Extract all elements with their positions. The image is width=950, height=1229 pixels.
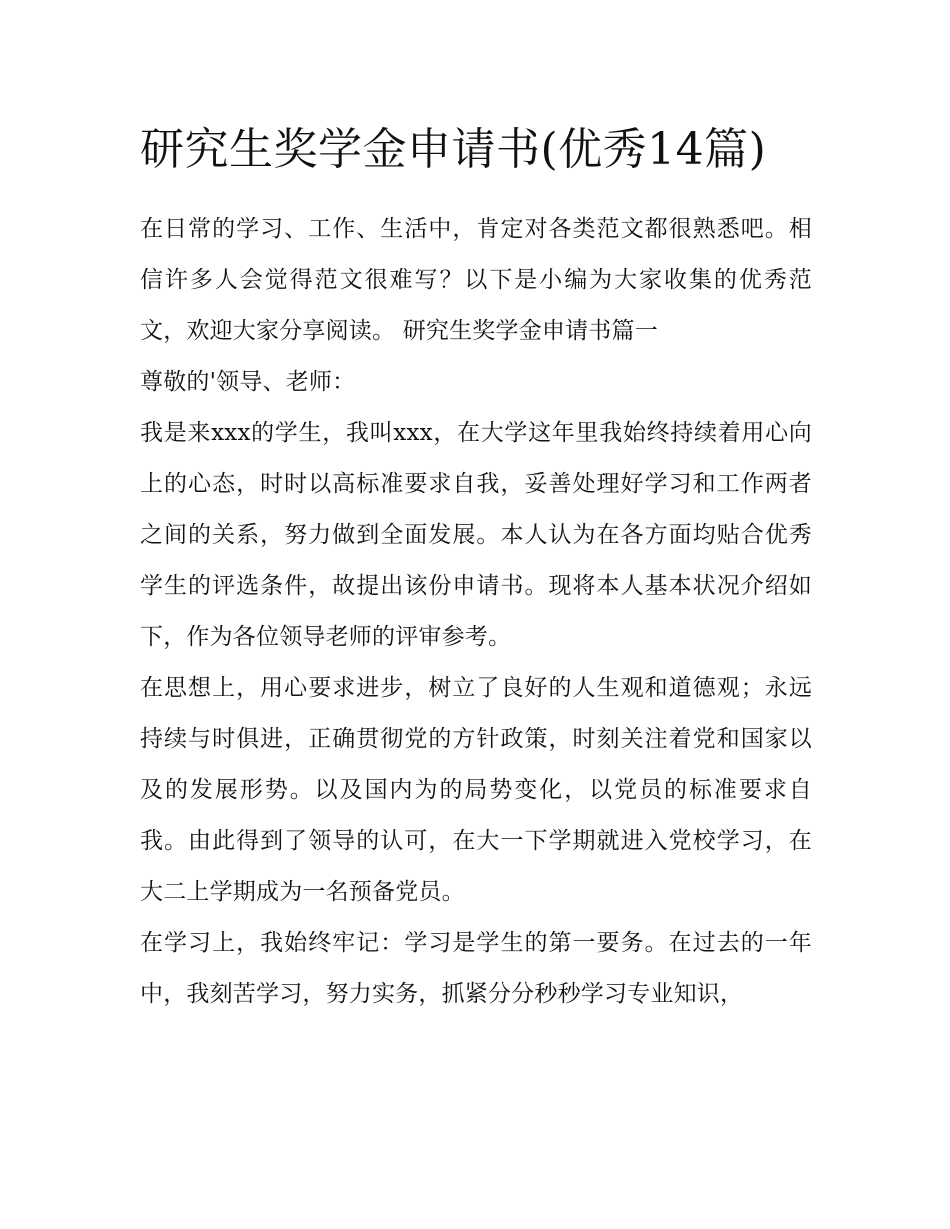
intro-paragraph: 在日常的学习、工作、生活中，肯定对各类范文都很熟悉吧。相信许多人会觉得范文很难写？以下是小编为大家收集的优秀范文，欢迎大家分享阅读。 研究生奖学金申请书篇一 [140, 216, 812, 344]
salutation: 尊敬的'领导、老师： [140, 369, 356, 395]
document-title: 研究生奖学金申请书(优秀14篇) [140, 124, 767, 175]
body-paragraph-study: 在学习上，我始终牢记：学习是学生的第一要务。在过去的一年中，我刻苦学习，努力实务，抓紧分分秒秒学习专业知识， [140, 930, 812, 1007]
body-paragraph-introduction: 我是来xxx的学生，我叫xxx，在大学这年里我始终持续着用心向上的心态，时时以高标准要求自我，妥善处理好学习和工作两者之间的关系，努力做到全面发展。本人认为在各方面均贴合优秀学生的评选条件，故提出该份申请书。现将本人基本状况介绍如下，作为各位领导老师的评审参考。 [140, 420, 812, 650]
document-page [140, 112, 812, 1020]
body-paragraph-ideology: 在思想上，用心要求进步，树立了良好的人生观和道德观；永远持续与时俱进，正确贯彻党的方针政策，时刻关注着党和国家以及的发展形势。以及国内为的局势变化，以党员的标准要求自我。由此得到了领导的认可，在大一下学期就进入党校学习，在大二上学期成为一名预备党员。 [140, 675, 812, 905]
